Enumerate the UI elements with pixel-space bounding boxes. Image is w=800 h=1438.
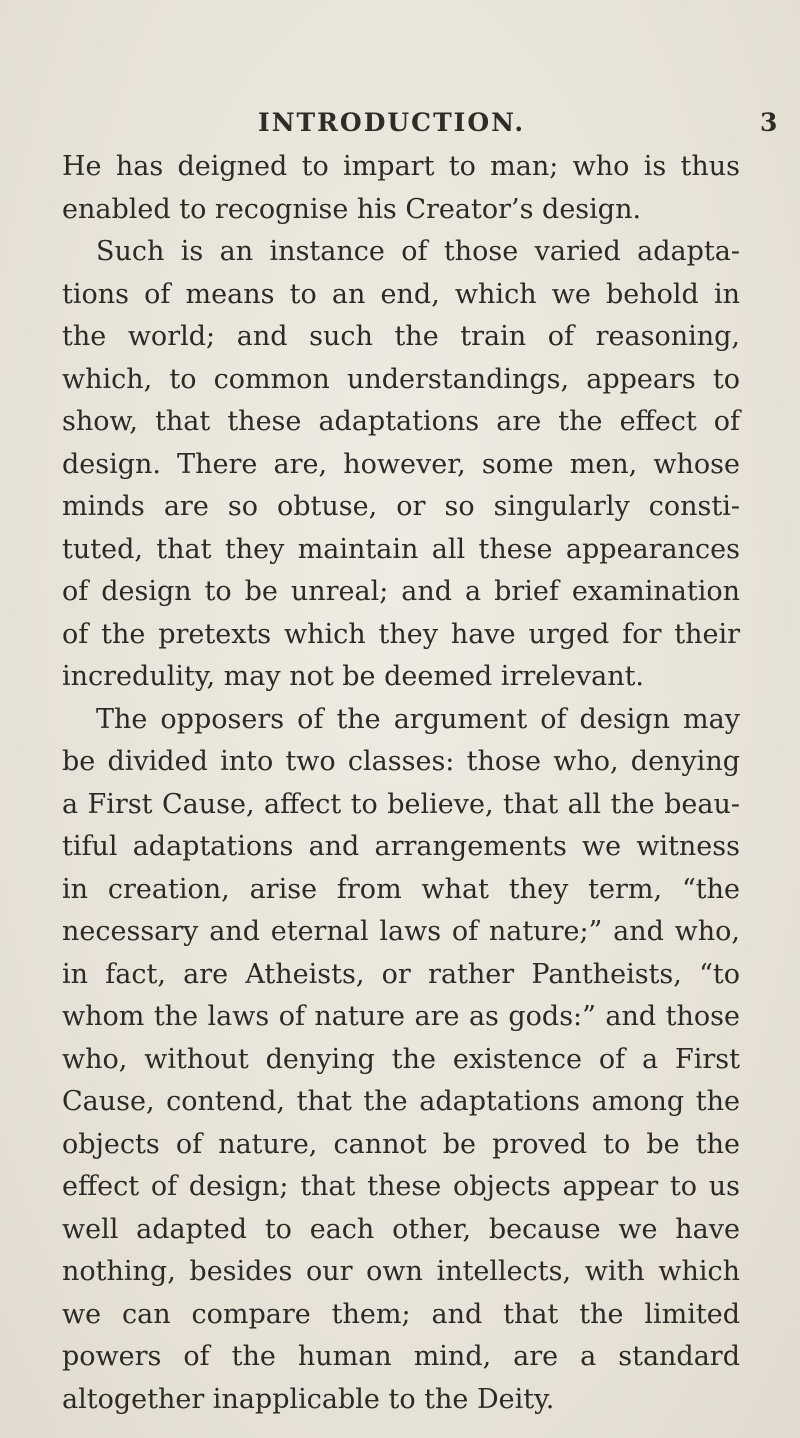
page-number: 3 bbox=[760, 108, 778, 137]
text-line: effect of design; that these objects appear to us bbox=[62, 1171, 740, 1202]
body-text bbox=[62, 146, 740, 1421]
text-line: The opposers of the argument of design may bbox=[96, 703, 740, 735]
text-line: incredulity, may not be deemed irrelevant. bbox=[62, 661, 645, 692]
text-line: tiful adaptations and arrangements we witness bbox=[62, 831, 740, 862]
text-line: Cause, contend, that the adaptations among the bbox=[62, 1086, 740, 1117]
text-line: nothing, besides our own intellects, with which bbox=[62, 1256, 740, 1287]
text-line: objects of nature, cannot be proved to be the bbox=[62, 1128, 740, 1160]
text-line: enabled to recognise his Creator’s design. bbox=[62, 193, 642, 225]
text-line: of design to be unreal; and a brief examination bbox=[62, 576, 740, 607]
text-line: design. There are, however, some men, whose bbox=[62, 448, 740, 480]
text-line: minds are so obtuse, or so singularly consti- bbox=[62, 491, 740, 522]
text-line: who, without denying the existence of a First bbox=[62, 1043, 740, 1075]
text-line: tions of means to an end, which we behold in bbox=[62, 278, 740, 310]
text-line: whom the laws of nature are as gods:” and those bbox=[62, 1001, 740, 1032]
text-line: we can compare them; and that the limited bbox=[62, 1298, 740, 1330]
text-line: altogether inapplicable to the Deity. bbox=[62, 1383, 555, 1415]
text-line: the world; and such the train of reasoning, bbox=[62, 321, 740, 352]
text-line: of the pretexts which they have urged for their bbox=[62, 618, 740, 650]
text-line: in creation, arise from what they term, “the bbox=[62, 873, 740, 905]
text-line: well adapted to each other, because we have bbox=[62, 1213, 740, 1245]
text-line: in fact, are Atheists, or rather Pantheists, “to bbox=[62, 958, 740, 990]
text-line: be divided into two classes: those who, denying bbox=[62, 746, 740, 777]
text-line: show, that these adaptations are the effect of bbox=[62, 406, 740, 437]
text-line: tuted, that they maintain all these appearances bbox=[62, 533, 740, 565]
text-line: powers of the human mind, are a standard bbox=[62, 1341, 740, 1372]
text-line: a First Cause, affect to believe, that all the beau- bbox=[62, 788, 740, 820]
text-line: necessary and eternal laws of nature;” and who, bbox=[62, 916, 740, 947]
running-title: INTRODUCTION. bbox=[258, 108, 526, 137]
running-head bbox=[0, 108, 800, 138]
text-line: which, to common understandings, appears to bbox=[62, 363, 740, 395]
text-line: Such is an instance of those varied adapta- bbox=[96, 236, 740, 267]
text-line: He has deigned to impart to man; who is thus bbox=[62, 151, 740, 182]
